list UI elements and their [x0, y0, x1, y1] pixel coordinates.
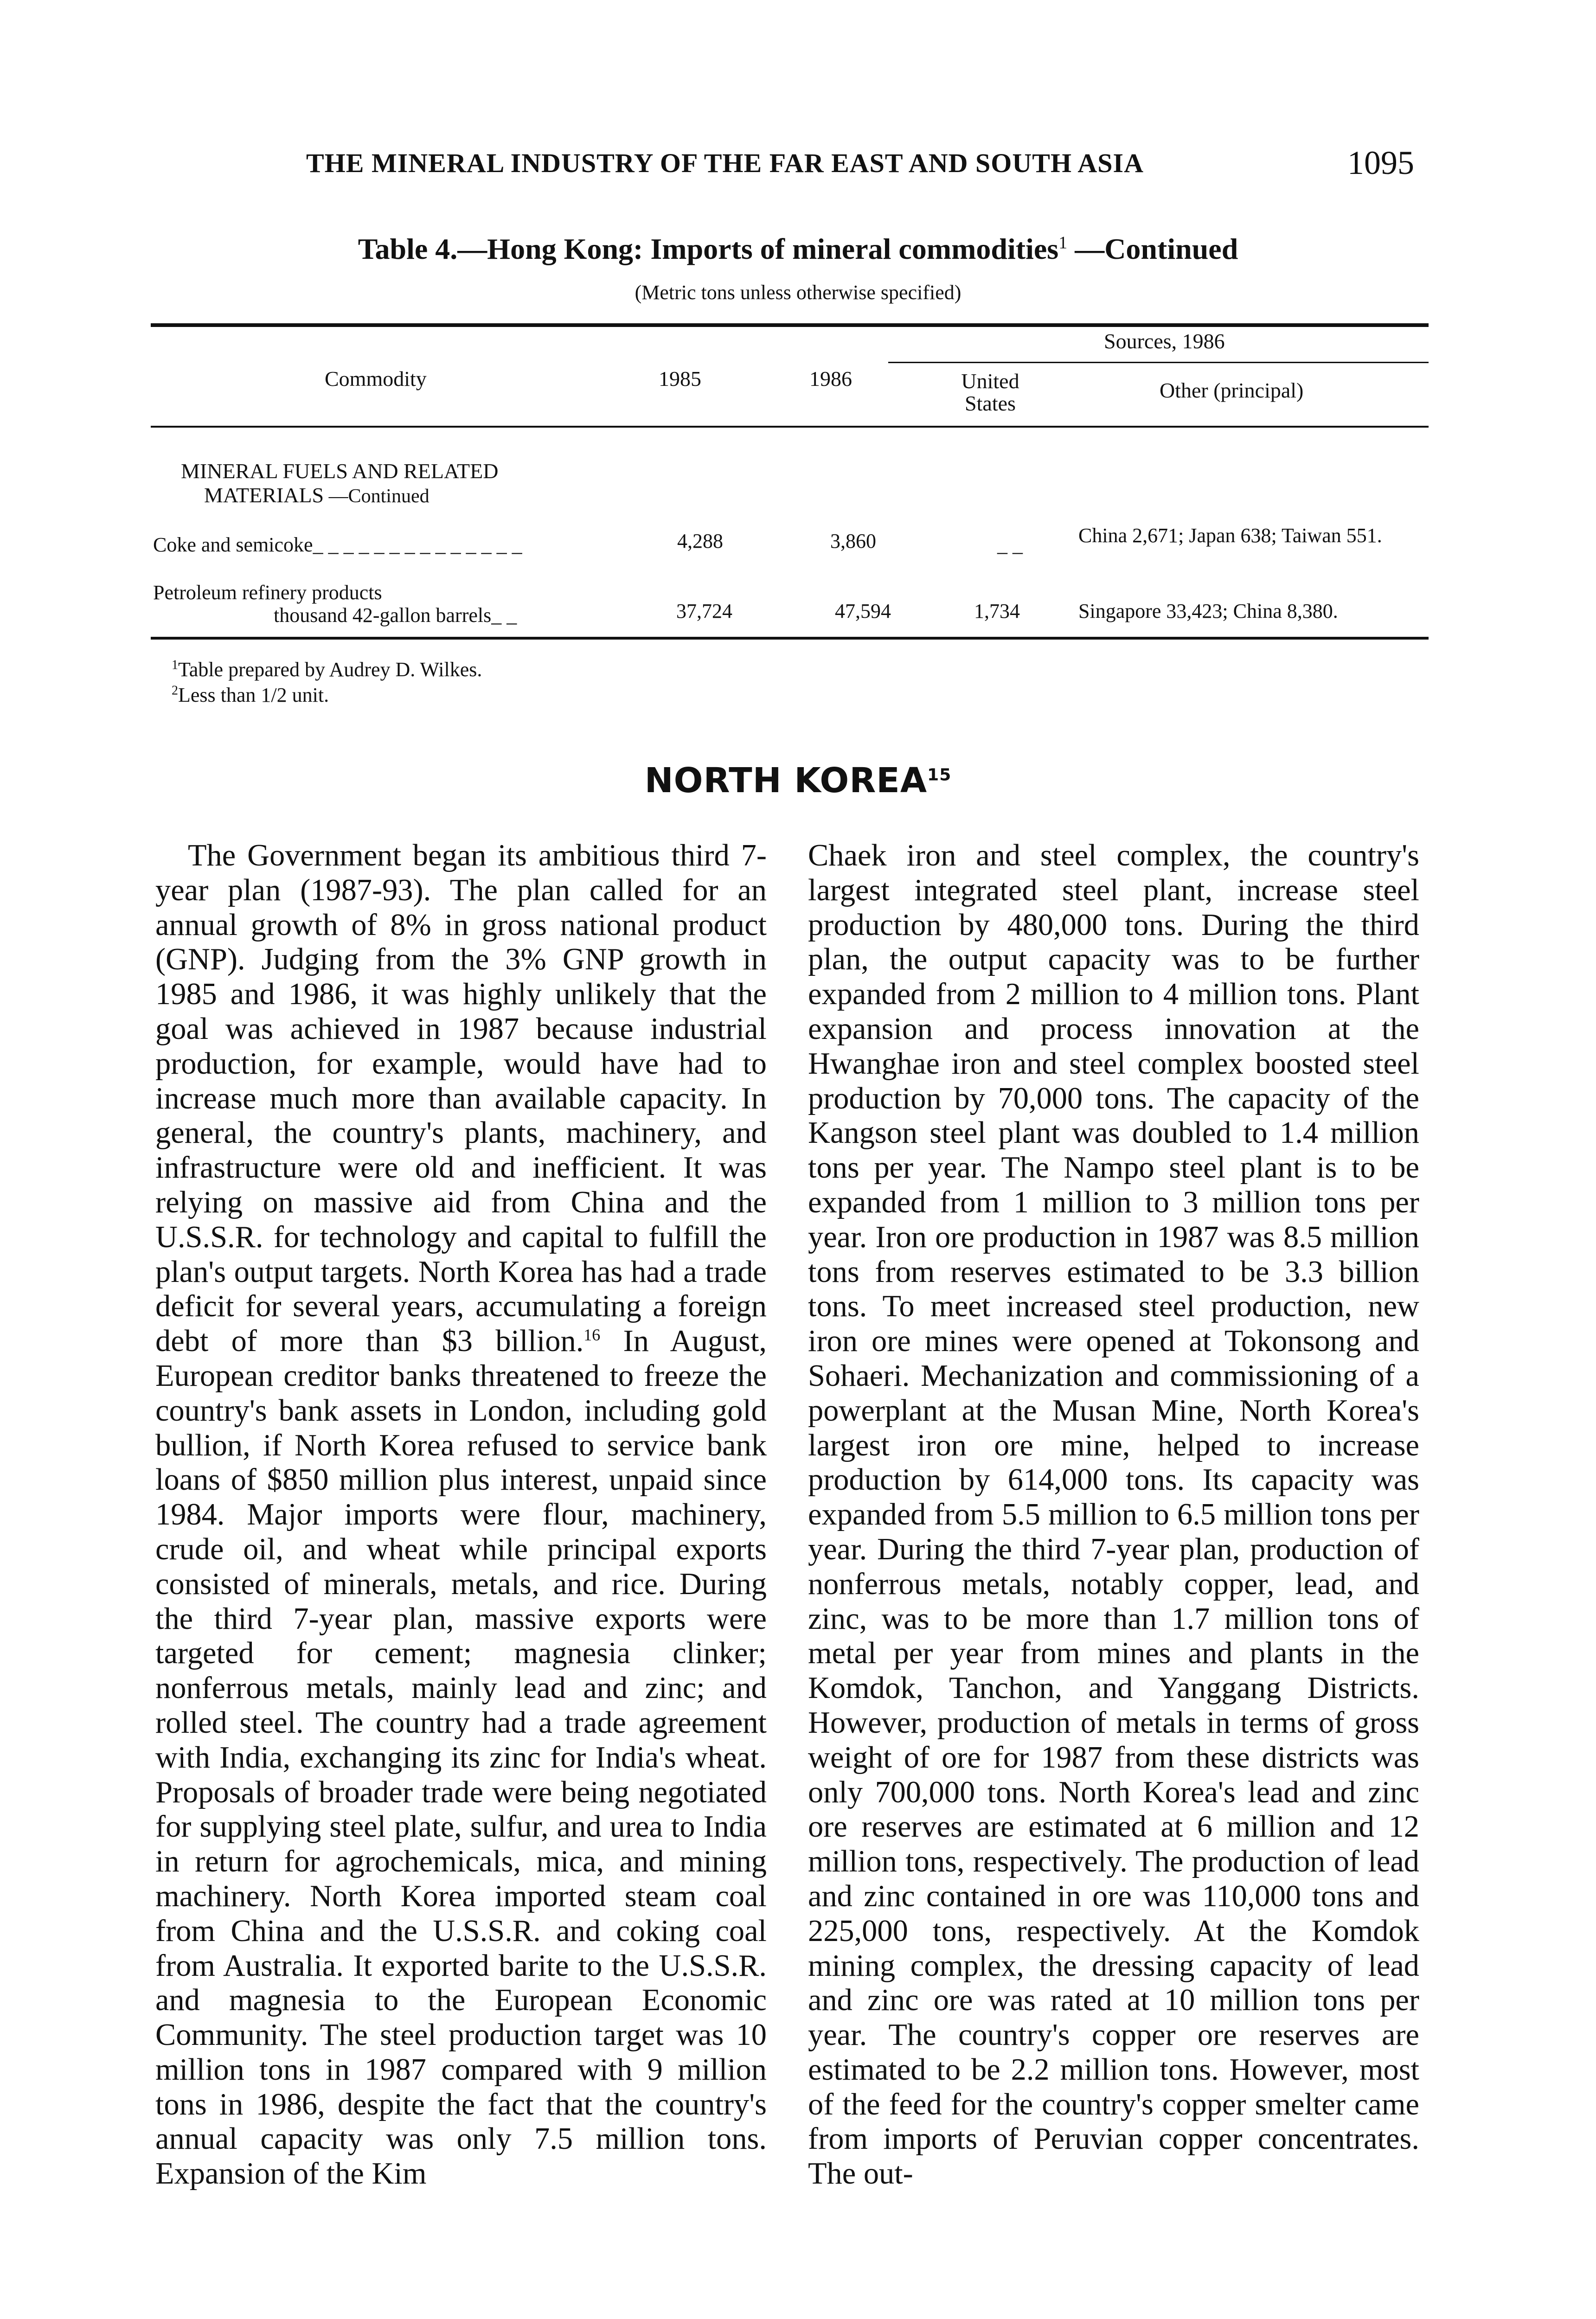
table-row-petroleum-other: Singapore 33,423; China 8,380.: [1078, 600, 1338, 622]
petroleum-commodity-line1: Petroleum refinery products: [153, 581, 382, 604]
table-title-suffix: —Continued: [1067, 232, 1238, 265]
section-heading-footnote-ref: 15: [927, 765, 952, 785]
table-row-coke-united-states: _ _: [997, 533, 1023, 556]
col-header-commodity: Commodity: [325, 367, 427, 391]
table-subtitle: (Metric tons unless otherwise specified): [635, 281, 961, 304]
footnote-text: Less than 1/2 unit.: [178, 684, 329, 706]
col-header-sources: Sources, 1986: [1104, 329, 1225, 353]
table-row-petroleum-1986: 47,594: [835, 600, 891, 622]
col-header-1986: 1986: [809, 367, 852, 391]
section-label-main: MATERIALS: [204, 483, 324, 507]
table-bottom-rule: [151, 637, 1429, 640]
body-paragraph: Chaek iron and steel complex, the country's largest integrated steel plant, increase steel production by 480,000 tons. During the third plan, the output capacity was to be further expanded from 2 million to 4 million tons. Plant expansion and process innovation at the Hwanghae iron and steel complex boosted steel production by 70,000 tons. The capacity of the Kangson steel plant was doubled to 1.4 million tons per year. The Nampo steel plant is to be expanded from 1 million to 3 million tons per year. Iron ore production in 1987 was 8.5 million tons from reserves estimated to be 3.3 billion tons. To meet increased steel production, new iron ore mines were opened at Tokonsong and Sohaeri. Mechanization and commissioning of a powerplant at the Musan Mine, North Korea's largest iron ore mine, helped to increase production by 614,000 tons. Its capacity was expanded from 5.5 million to 6.5 million tons per year. During the third 7-year plan, production of nonferrous metals, notably copper, lead, and zinc, was to be more than 1.7 million tons of metal per year from mines and plants in the Komdok, Tanchon, and Yanggang Districts. However, production of metals in terms of gross weight of ore for 1987 from these districts was only 700,000 tons. North Korea's lead and zinc ore reserves are estimated at 6 million and 12 million tons, respectively. The production of lead and zinc contained in ore was 110,000 tons and 225,000 tons, respectively. At the Komdok mining complex, the dressing capacity of lead and zinc ore was rated at 10 million tons per year. The country's copper ore reserves are estimated to be 2.2 million tons. However, most of the feed for the country's copper smelter came from imports of Peruvian copper concentrates. The out-: [808, 839, 1419, 2191]
table-footnote: [172, 658, 482, 681]
col-header-united-states: United States: [961, 369, 1019, 416]
section-label-line1: MINERAL FUELS AND RELATED: [181, 459, 499, 483]
body-column-left: [155, 839, 767, 2191]
col-header-other: Other (principal): [1160, 378, 1304, 402]
table-title-footnote-ref: 1: [1058, 233, 1068, 253]
table-section-label: [181, 459, 498, 507]
footnote-mark: 1: [172, 658, 178, 673]
table-header-rule: [151, 426, 1429, 428]
body-text: The Government began its ambitious third 7-year plan (1987-93). The plan called for an annual growth of 8% in gross national product (GNP). Judging from the 3% GNP growth in 1985 and 1986, it was highly unlikely that the goal was achieved in 1987 because industrial production, for example, would have had to increase much more than available capacity. In general, the country's plants, machinery, and infrastructure were old and inefficient. It was relying on massive aid from China and the U.S.S.R. for technology and capital to fulfill the plan's output targets. North Korea has had a trade deficit for several years, accumulating a foreign debt of more than $3 billion.: [155, 839, 767, 1358]
table-row-coke-other: China 2,671; Japan 638; Taiwan 551.: [1078, 524, 1382, 547]
running-header: THE MINERAL INDUSTRY OF THE FAR EAST AND SOUTH ASIA: [306, 148, 1144, 178]
footnote-text: Table prepared by Audrey D. Wilkes.: [178, 658, 482, 681]
col-header-1985: 1985: [659, 367, 701, 391]
table-row-coke-commodity: Coke and semicoke_ _ _ _ _ _ _ _ _ _ _ _ _ _: [153, 533, 522, 556]
body-paragraph: [155, 839, 767, 2191]
footnote-mark: 2: [172, 683, 178, 698]
section-label-continued: —Continued: [324, 485, 429, 507]
body-text: In August, European creditor banks threatened to freeze the country's bank assets in London, including gold bullion, if North Korea refused to service bank loans of $850 million plus interest, unpaid since 1984. Major imports were flour, machinery, crude oil, and wheat while principal exports consisted of minerals, metals, and rice. During the third 7-year plan, massive exports were targeted for cement; magnesia clinker; nonferrous metals, mainly lead and zinc; and rolled steel. The country had a trade agreement with India, exchanging its zinc for India's wheat. Proposals of broader trade were being negotiated for supplying steel plate, sulfur, and urea to India in return for agrochemicals, mica, and mining machinery. North Korea imported steam coal from China and the U.S.S.R. and coking coal from Australia. It exported barite to the U.S.S.R. and magnesia to the European Economic Community. The steel production target was 10 million tons in 1987 compared with 9 million tons in 1986, despite the fact that the country's annual capacity was only 7.5 million tons. Expansion of the Kim: [155, 1324, 767, 2191]
table-row-coke-1986: 3,860: [830, 530, 876, 552]
petroleum-commodity-line2: thousand 42-gallon barrels_ _: [274, 604, 517, 627]
page-number: 1095: [1347, 144, 1414, 181]
sources-rule: [888, 362, 1429, 363]
table-row-petroleum-1985: 37,724: [676, 600, 732, 622]
body-footnote-ref: 16: [583, 1326, 601, 1345]
table-top-rule: [151, 323, 1429, 327]
table-row-petroleum-commodity: [153, 581, 517, 627]
section-heading: [0, 761, 1596, 801]
body-column-right: [808, 839, 1419, 2191]
table-row-coke-1985: 4,288: [677, 530, 723, 552]
table-title: [0, 232, 1596, 266]
table-row-petroleum-united-states: 1,734: [974, 600, 1020, 622]
section-label-line2: [181, 483, 498, 507]
section-heading-text: NORTH KOREA: [644, 761, 928, 801]
table-footnote: [172, 683, 329, 707]
table-title-text: Table 4.—Hong Kong: Imports of mineral commodities: [358, 232, 1059, 265]
